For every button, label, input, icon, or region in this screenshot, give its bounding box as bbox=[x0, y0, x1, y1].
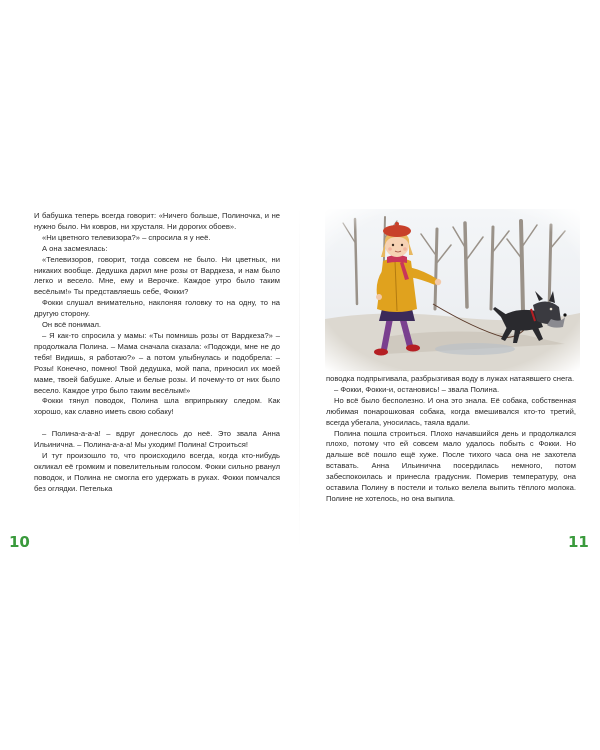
paragraph: И бабушка теперь всегда говорит: «Ничего больше, Полиночка, и не нужно было. Ни ковров, ни хрусталя. Ни дорогих обоев». bbox=[34, 211, 280, 231]
paragraph: И тут произошло то, что происходило всегда, когда кто-нибудь окликал её громким и повелительным голосом. Фокки сильно рванул поводок, и Полина не смогла его удержать в руках. Фокки помчался без оглядки. Петелька bbox=[34, 450, 280, 493]
paragraph: – Я как-то спросила у мамы: «Ты помнишь розы от Вардкеза?» – продолжала Полина. – Мама сначала сказала: «Подожди, мне не до тебя! Видишь, я работаю?» – а потом улыбнулась и подобрела: – Розы! Конечно, помню! Твой дедушка, мой папа, приносил их моей маме, твоей бабушке. Алые и белые розы. И почему-то от них было весело. Каждое утро было таким весёлым!» bbox=[34, 330, 280, 395]
paragraph: – Полина-а-а-а! – вдруг донеслось до неё. Это звала Анна Ильинична. – Полина-а-а-а! Мы уходим! Полина! Строиться! bbox=[34, 429, 280, 450]
paragraph: Полина пошла строиться. Плохо начавшийся день и продолжался плохо, потому что ей совсем мало удалось побыть с Фокки. Но дальше всё пошло ещё хуже. После тихого часа она не захотела вставать. Анна Ильинична посердилась немного, потом забеспокоилась и принесла градусник. Померив температуру, она оставила Полину в постели и только велела выпить тёплого молока. Полине не хотелось, но она выпила. bbox=[326, 428, 576, 503]
right-page bbox=[300, 0, 600, 750]
paragraph: Он всё понимал. bbox=[42, 320, 102, 330]
paragraph: «Телевизоров, говорит, тогда совсем не было. Ни цветных, ни никаких вообще. Дедушка дарил мне розы от Вардкеза, и нам было легко и весело. Мне, ему и Верочке. Каждое утро было таким весёлым!» Ты представляешь себе, Фокки? bbox=[34, 254, 280, 297]
paragraph: Фокки тянул поводок, Полина шла вприпрыжку следом. Как хорошо, как славно иметь свою собаку! bbox=[34, 396, 280, 417]
paragraph: Но всё было бесполезно. И она это знала. Её собака, собственная любимая понарошковая собака, когда вмешивался кто-то третий, всегда убегала, уносилась, таяла вдали. bbox=[326, 395, 576, 427]
paragraph: – Фокки, Фокки-и, остановись! – звала Полина. bbox=[334, 384, 500, 394]
paragraph: Фокки слушал внимательно, наклоняя головку то на одну, то на другую сторону. bbox=[34, 298, 280, 319]
paragraph: «Ни цветного телевизора?» – спросила я у неё. bbox=[42, 232, 211, 242]
paragraph: А она засмеялась: bbox=[42, 243, 108, 253]
page-number-right: 11 bbox=[568, 533, 589, 551]
page-number-left: 10 bbox=[9, 533, 30, 551]
left-page-text bbox=[34, 211, 280, 495]
girl-chasing-dog-illustration bbox=[325, 209, 580, 371]
paragraph: поводка подпрыгивала, разбрызгивая воду в лужах натаявшего снега. bbox=[326, 374, 575, 383]
right-page-text bbox=[326, 374, 576, 505]
